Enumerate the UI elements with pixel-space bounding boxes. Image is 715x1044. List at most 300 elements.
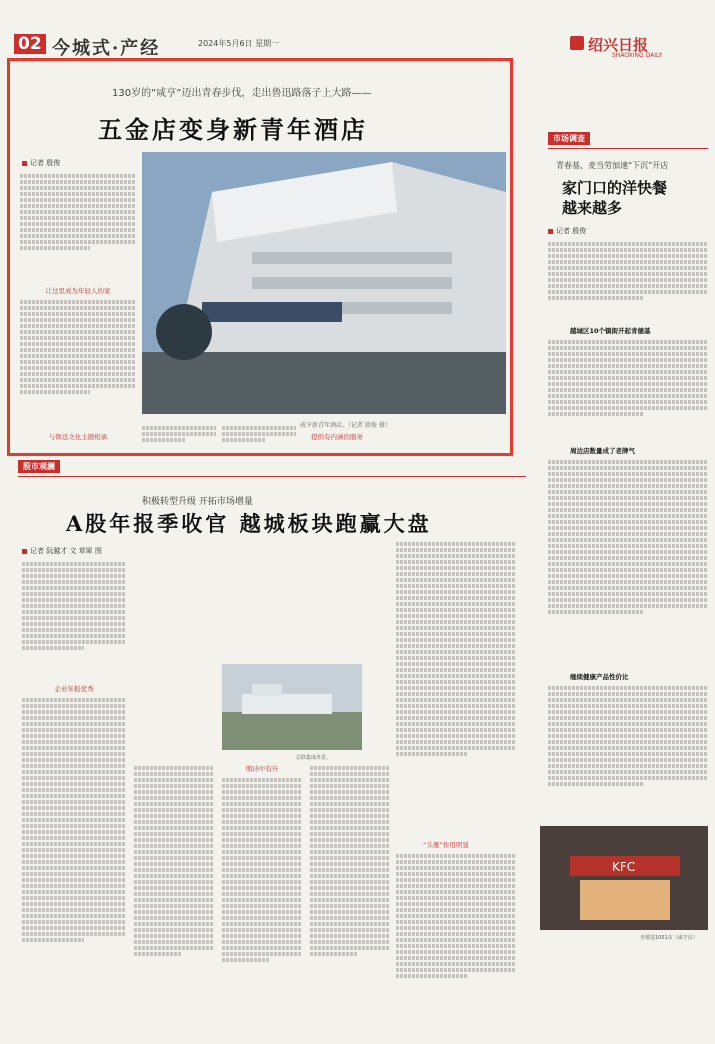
- right-photo-caption: 肯德基1051店（咸亨店）: [640, 935, 698, 941]
- text-line: [548, 752, 708, 756]
- text-line: [22, 908, 126, 912]
- text-line: [548, 734, 708, 738]
- text-line: [22, 740, 126, 744]
- text-line: [222, 826, 302, 830]
- text-line: [548, 400, 708, 404]
- text-line: [548, 604, 708, 608]
- text-line: [142, 426, 216, 430]
- text-line: [396, 956, 516, 960]
- text-line: [548, 484, 708, 488]
- text-line: [134, 820, 214, 824]
- text-line: [22, 598, 126, 602]
- text-line: [22, 580, 126, 584]
- text-line: [310, 868, 390, 872]
- text-line: [310, 856, 390, 860]
- lead-kicker: 130岁的“咸亨”迈出青春步伐，走出鲁迅路落子上大路——: [112, 88, 372, 99]
- text-line: [310, 802, 390, 806]
- text-line: [22, 890, 126, 894]
- text-line: [22, 932, 126, 936]
- text-line: [548, 610, 644, 614]
- text-line: [396, 872, 516, 876]
- text-line: [310, 910, 390, 914]
- text-line: [222, 784, 302, 788]
- issue-date: 2024年5月6日 星期一: [198, 39, 280, 48]
- text-line: [396, 578, 516, 582]
- text-line: [222, 808, 302, 812]
- text-line: [222, 856, 302, 860]
- kfc-photo: [540, 826, 708, 930]
- text-line: [310, 820, 390, 824]
- text-line: [22, 646, 84, 650]
- text-line: [396, 884, 516, 888]
- text-line: [222, 874, 302, 878]
- text-line: [22, 628, 126, 632]
- text-line: [396, 566, 516, 570]
- text-line: [134, 850, 214, 854]
- text-line: [548, 346, 708, 350]
- lower-subhead-1: 企业年报优秀: [54, 685, 94, 693]
- text-line: [134, 856, 214, 860]
- text-line: [396, 596, 516, 600]
- text-line: [310, 904, 390, 908]
- text-line: [548, 562, 708, 566]
- text-line: [134, 952, 182, 956]
- text-line: [548, 710, 708, 714]
- lead-body-col2: [142, 424, 216, 452]
- text-line: [310, 940, 390, 944]
- text-line: [22, 604, 126, 608]
- text-line: [548, 764, 708, 768]
- text-line: [548, 376, 708, 380]
- text-line: [548, 278, 708, 282]
- lower-photo-caption: 芯联集成外景。: [296, 755, 332, 761]
- text-line: [310, 898, 390, 902]
- text-line: [548, 556, 708, 560]
- text-line: [20, 186, 136, 190]
- text-line: [22, 592, 126, 596]
- text-line: [548, 478, 708, 482]
- text-line: [134, 910, 214, 914]
- text-line: [134, 808, 214, 812]
- text-line: [396, 602, 516, 606]
- text-line: [22, 758, 126, 762]
- text-line: [548, 568, 708, 572]
- lower-headline: A股年报季收官 越城板块跑赢大盘: [66, 511, 432, 536]
- text-line: [548, 412, 644, 416]
- lead-subhead-2: 提供有内涵的服务: [311, 433, 363, 441]
- text-line: [22, 770, 126, 774]
- text-line: [134, 886, 214, 890]
- text-line: [396, 908, 516, 912]
- text-line: [548, 770, 708, 774]
- text-line: [548, 776, 708, 780]
- text-line: [222, 814, 302, 818]
- section-tag-market: 市场调查: [548, 132, 590, 145]
- text-line: [20, 354, 136, 358]
- text-line: [22, 698, 126, 702]
- text-line: [310, 952, 358, 956]
- text-line: [222, 862, 302, 866]
- text-line: [22, 926, 126, 930]
- text-line: [22, 866, 126, 870]
- text-line: [396, 914, 516, 918]
- text-line: [548, 352, 708, 356]
- text-line: [548, 260, 708, 264]
- text-line: [222, 796, 302, 800]
- text-line: [22, 800, 126, 804]
- text-line: [310, 862, 390, 866]
- text-line: [396, 746, 516, 750]
- text-line: [396, 926, 516, 930]
- svg-text:KFC: KFC: [612, 860, 636, 874]
- text-line: [548, 364, 708, 368]
- text-line: [548, 574, 708, 578]
- text-line: [20, 372, 136, 376]
- text-line: [310, 934, 390, 938]
- text-line: [396, 608, 516, 612]
- text-line: [396, 728, 516, 732]
- text-line: [396, 686, 516, 690]
- text-line: [548, 370, 708, 374]
- text-line: [396, 740, 516, 744]
- text-line: [548, 740, 708, 744]
- text-line: [548, 728, 708, 732]
- text-line: [20, 204, 136, 208]
- text-line: [548, 592, 708, 596]
- text-line: [20, 378, 136, 382]
- text-line: [548, 296, 644, 300]
- text-line: [310, 850, 390, 854]
- text-line: [20, 192, 136, 196]
- text-line: [22, 752, 126, 756]
- text-line: [22, 818, 126, 822]
- text-line: [548, 340, 708, 344]
- text-line: [310, 826, 390, 830]
- text-line: [310, 814, 390, 818]
- text-line: [396, 644, 516, 648]
- text-line: [20, 228, 136, 232]
- text-line: [134, 784, 214, 788]
- text-line: [548, 698, 708, 702]
- text-line: [222, 928, 302, 932]
- lead-headline: 五金店变身新青年酒店: [98, 115, 368, 144]
- text-line: [22, 848, 126, 852]
- lead-body-col3: [222, 424, 296, 452]
- text-line: [22, 902, 126, 906]
- text-line: [22, 722, 126, 726]
- text-line: [548, 722, 708, 726]
- text-line: [396, 902, 516, 906]
- text-line: [222, 432, 296, 436]
- text-line: [548, 598, 708, 602]
- text-line: [134, 922, 214, 926]
- text-line: [310, 928, 390, 932]
- text-line: [222, 778, 302, 782]
- text-line: [22, 812, 126, 816]
- text-line: [396, 920, 516, 924]
- text-line: [310, 946, 390, 950]
- lower-subhead-3: “头雁”作用明显: [423, 841, 469, 849]
- text-line: [396, 968, 516, 972]
- text-line: [396, 734, 516, 738]
- text-line: [310, 922, 390, 926]
- right-kicker: 青春基、麦当劳加速“下沉”开店: [556, 161, 669, 170]
- lead-body-col1a: [20, 172, 136, 282]
- text-line: [396, 962, 516, 966]
- factory-photo: [222, 664, 362, 750]
- text-line: [22, 634, 126, 638]
- text-line: [134, 940, 214, 944]
- text-line: [396, 548, 516, 552]
- text-line: [396, 704, 516, 708]
- text-line: [548, 472, 708, 476]
- text-line: [548, 520, 708, 524]
- text-line: [548, 514, 708, 518]
- right-body-4: [548, 684, 708, 820]
- text-line: [134, 946, 214, 950]
- text-line: [222, 850, 302, 854]
- text-line: [134, 772, 214, 776]
- text-line: [396, 584, 516, 588]
- text-line: [20, 222, 136, 226]
- text-line: [310, 892, 390, 896]
- text-line: [20, 300, 136, 304]
- text-line: [222, 892, 302, 896]
- text-line: [134, 796, 214, 800]
- text-line: [548, 490, 708, 494]
- text-line: [22, 842, 126, 846]
- text-line: [396, 668, 516, 672]
- text-line: [20, 342, 136, 346]
- text-line: [396, 890, 516, 894]
- text-line: [20, 240, 136, 244]
- text-line: [134, 862, 214, 866]
- text-line: [22, 884, 126, 888]
- text-line: [134, 832, 214, 836]
- text-line: [548, 782, 644, 786]
- lower-body-col3: [222, 776, 302, 1026]
- text-line: [222, 832, 302, 836]
- section-tag-stock: 股市观澜: [18, 460, 60, 473]
- text-line: [22, 574, 126, 578]
- text-line: [22, 836, 126, 840]
- text-line: [22, 914, 126, 918]
- text-line: [22, 562, 126, 566]
- text-line: [222, 958, 270, 962]
- text-line: [396, 878, 516, 882]
- text-line: [222, 880, 302, 884]
- text-line: [134, 898, 214, 902]
- lower-body-col1b: [22, 696, 126, 1026]
- text-line: [396, 698, 516, 702]
- lead-subhead-1: 让这里成为年轻人的家: [45, 287, 111, 295]
- text-line: [222, 838, 302, 842]
- text-line: [134, 880, 214, 884]
- masthead: [0, 0, 715, 59]
- text-line: [222, 898, 302, 902]
- text-line: [310, 808, 390, 812]
- text-line: [20, 336, 136, 340]
- text-line: [396, 896, 516, 900]
- text-line: [22, 806, 126, 810]
- text-line: [548, 586, 708, 590]
- text-line: [548, 716, 708, 720]
- text-line: [396, 974, 468, 978]
- text-line: [134, 874, 214, 878]
- page-number: 02: [14, 34, 46, 54]
- right-subhead-1: 越城区10个镇街开起肯德基: [570, 327, 651, 335]
- text-line: [548, 284, 708, 288]
- text-line: [548, 538, 708, 542]
- text-line: [396, 620, 516, 624]
- text-line: [222, 886, 302, 890]
- text-line: [396, 632, 516, 636]
- text-line: [548, 272, 708, 276]
- text-line: [310, 790, 390, 794]
- text-line: [396, 560, 516, 564]
- text-line: [222, 922, 302, 926]
- text-line: [310, 838, 390, 842]
- text-line: [134, 868, 214, 872]
- text-line: [134, 892, 214, 896]
- text-line: [22, 734, 126, 738]
- text-line: [548, 248, 708, 252]
- text-line: [310, 880, 390, 884]
- lower-body-col2: [134, 764, 214, 1026]
- text-line: [134, 826, 214, 830]
- text-line: [142, 438, 186, 442]
- text-line: [548, 686, 708, 690]
- text-line: [22, 616, 126, 620]
- logo-seal-icon: [570, 36, 584, 50]
- text-line: [548, 502, 708, 506]
- text-line: [22, 586, 126, 590]
- text-line: [396, 944, 516, 948]
- text-line: [396, 614, 516, 618]
- text-line: [548, 266, 708, 270]
- text-line: [20, 330, 136, 334]
- text-line: [22, 640, 126, 644]
- text-line: [396, 854, 516, 858]
- text-line: [548, 580, 708, 584]
- text-line: [22, 824, 126, 828]
- text-line: [222, 934, 302, 938]
- text-line: [396, 638, 516, 642]
- text-line: [310, 772, 390, 776]
- lower-body-col1a: [22, 560, 126, 680]
- text-line: [22, 710, 126, 714]
- text-line: [548, 526, 708, 530]
- text-line: [222, 868, 302, 872]
- text-line: [20, 306, 136, 310]
- right-subhead-3: 继续健康产品性价比: [570, 673, 629, 681]
- text-line: [222, 844, 302, 848]
- column-title: 今城式·产经: [52, 38, 161, 59]
- right-body-2: [548, 338, 708, 442]
- text-line: [20, 174, 136, 178]
- text-line: [310, 796, 390, 800]
- text-line: [396, 860, 516, 864]
- text-line: [22, 764, 126, 768]
- text-line: [310, 916, 390, 920]
- text-line: [20, 216, 136, 220]
- divider: [548, 148, 708, 149]
- text-line: [396, 680, 516, 684]
- text-line: [20, 390, 90, 394]
- lower-body-col4: [310, 764, 390, 1026]
- text-line: [396, 866, 516, 870]
- text-line: [222, 940, 302, 944]
- text-line: [134, 802, 214, 806]
- hotel-photo: [142, 152, 506, 414]
- text-line: [310, 874, 390, 878]
- text-line: [548, 704, 708, 708]
- text-line: [396, 650, 516, 654]
- text-line: [396, 626, 516, 630]
- text-line: [20, 234, 136, 238]
- text-line: [20, 318, 136, 322]
- right-subhead-2: 周边店数量成了老牌气: [570, 447, 635, 455]
- text-line: [134, 904, 214, 908]
- text-line: [548, 532, 708, 536]
- text-line: [396, 710, 516, 714]
- text-line: [396, 950, 516, 954]
- text-line: [134, 778, 214, 782]
- text-line: [548, 242, 708, 246]
- right-body-3: [548, 458, 708, 668]
- text-line: [22, 920, 126, 924]
- text-line: [22, 860, 126, 864]
- text-line: [222, 438, 266, 442]
- text-line: [548, 466, 708, 470]
- text-line: [396, 554, 516, 558]
- text-line: [134, 814, 214, 818]
- lower-kicker: 积极转型升级 开拓市场增量: [142, 497, 253, 507]
- text-line: [396, 932, 516, 936]
- text-line: [310, 832, 390, 836]
- text-line: [134, 934, 214, 938]
- right-headline: 家门口的洋快餐 越来越多: [562, 179, 668, 217]
- text-line: [134, 766, 214, 770]
- newspaper-logo: 绍兴日报: [588, 36, 649, 54]
- newspaper-logo-subtitle: SHAOXING DAILY: [612, 52, 663, 59]
- text-line: [22, 830, 126, 834]
- text-line: [222, 820, 302, 824]
- text-line: [222, 946, 302, 950]
- text-line: [548, 692, 708, 696]
- text-line: [22, 788, 126, 792]
- text-line: [548, 254, 708, 258]
- text-line: [548, 382, 708, 386]
- text-line: [548, 544, 708, 548]
- text-line: [134, 838, 214, 842]
- text-line: [396, 752, 468, 756]
- text-line: [548, 550, 708, 554]
- text-line: [20, 198, 136, 202]
- text-line: [22, 872, 126, 876]
- lead-body-col1b: [20, 298, 136, 428]
- text-line: [20, 384, 136, 388]
- text-line: [134, 916, 214, 920]
- lower-body-col5b: [396, 852, 516, 1026]
- text-line: [396, 674, 516, 678]
- text-line: [396, 722, 516, 726]
- text-line: [22, 878, 126, 882]
- text-line: [22, 746, 126, 750]
- text-line: [310, 844, 390, 848]
- right-body-1: [548, 240, 708, 320]
- text-line: [134, 844, 214, 848]
